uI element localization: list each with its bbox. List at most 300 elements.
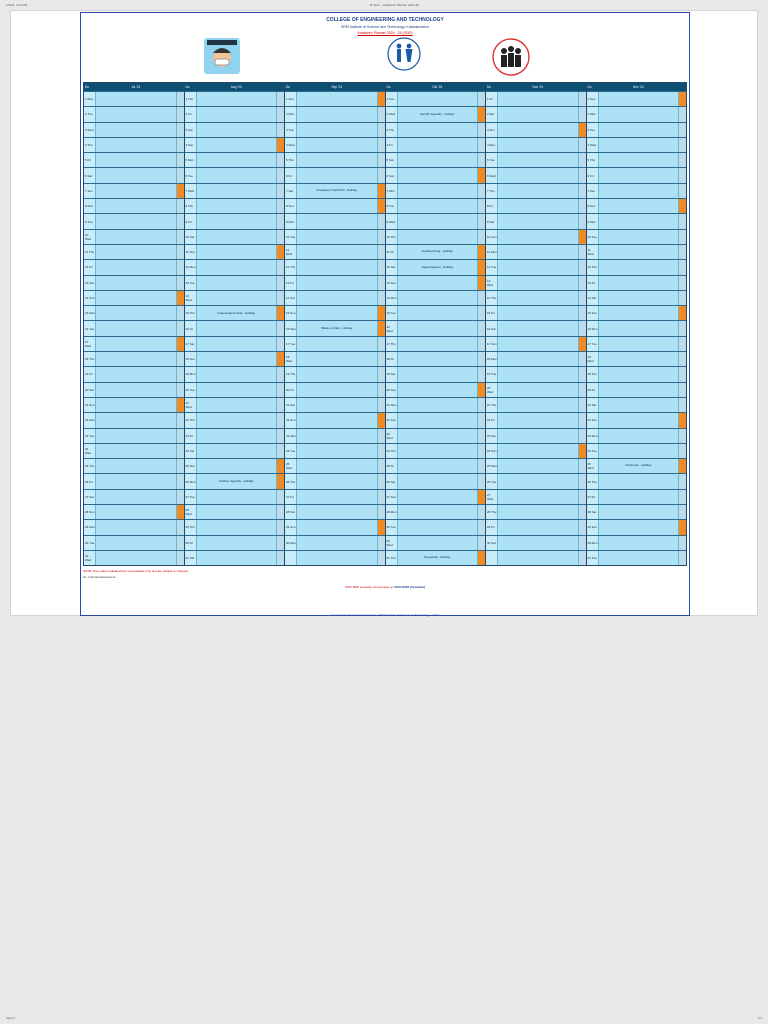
calendar-row [486, 351, 586, 366]
calendar-row [285, 519, 385, 534]
day-order-cell [377, 107, 385, 121]
calendar-row [486, 458, 586, 473]
event-cell [96, 536, 176, 550]
day-cell: 27 Tue [185, 490, 197, 504]
day-cell: 22 Sun [587, 413, 599, 427]
event-cell [297, 230, 377, 244]
day-cell: 6 Wed [486, 168, 498, 182]
day-order-cell [678, 214, 686, 228]
day-order-cell [377, 444, 385, 458]
event-cell [297, 214, 377, 228]
event-cell [498, 184, 578, 198]
event-cell [96, 214, 176, 228]
day-order-cell [477, 520, 485, 534]
calendar-row [587, 213, 687, 228]
event-cell [398, 214, 478, 228]
calendar-row [285, 275, 385, 290]
day-cell: 30 Sat [486, 536, 498, 550]
event-cell [599, 551, 679, 565]
browser-date: 1/4/24, 4:14 PM [6, 3, 28, 7]
calendar-row [84, 259, 184, 274]
event-cell [599, 92, 679, 106]
day-cell: 24 Tue [587, 444, 599, 458]
day-cell: 25 Mon [486, 459, 498, 473]
calendar-row [386, 336, 486, 351]
day-cell: 24 Tue [285, 444, 297, 458]
day-cell: 16 Mon [285, 321, 297, 335]
calendar-row [386, 137, 486, 152]
day-cell: 2 Mon [587, 107, 599, 121]
day-cell: 27 Fri [285, 490, 297, 504]
calendar-row [486, 382, 586, 397]
calendar-row [486, 443, 586, 458]
calendar-row [486, 305, 586, 320]
day-cell: 14 Thu [486, 291, 498, 305]
day-cell: 4 Wed [285, 138, 297, 152]
calendar-row [84, 351, 184, 366]
event-cell [599, 153, 679, 167]
calendar-row [486, 275, 586, 290]
day-order-cell [276, 490, 284, 504]
day-cell: 12 Thu [285, 260, 297, 274]
event-cell [197, 536, 277, 550]
event-cell [197, 260, 277, 274]
calendar-row [84, 275, 184, 290]
day-order-cell [678, 92, 686, 106]
day-cell: 9 Wed [386, 214, 398, 228]
day-order-cell [176, 520, 184, 534]
day-order-cell [477, 92, 485, 106]
calendar-row [185, 106, 285, 121]
day-order-cell [176, 260, 184, 274]
day-order-cell [678, 306, 686, 320]
day-cell: 27 Sat [84, 490, 96, 504]
calendar-row [185, 244, 285, 259]
event-cell [398, 398, 478, 412]
day-cell: 14 Sat [587, 291, 599, 305]
calendar-row [84, 106, 184, 121]
day-order-cell [477, 352, 485, 366]
day-order-cell [578, 291, 586, 305]
day-cell: 23 Fri [185, 429, 197, 443]
day-cell: 6 Fri [285, 168, 297, 182]
event-cell [599, 444, 679, 458]
day-cell: 22 Mon [84, 413, 96, 427]
calendar-row [386, 183, 486, 198]
day-cell: 12 Sat [386, 260, 398, 274]
calendar-row [587, 320, 687, 335]
event-cell [599, 505, 679, 519]
calendar-row [185, 489, 285, 504]
day-cell: 9 Fri [185, 214, 197, 228]
calendar-row [285, 229, 385, 244]
day-cell: 8 Fri [486, 199, 498, 213]
day-cell [486, 551, 498, 565]
event-cell [96, 245, 176, 259]
day-order-cell [678, 230, 686, 244]
day-cell: 23 Wed [386, 429, 398, 443]
event-cell [398, 383, 478, 397]
event-cell [498, 230, 578, 244]
calendar-row [84, 229, 184, 244]
calendar-row [185, 412, 285, 427]
day-cell: 5 Thu [285, 153, 297, 167]
event-cell [297, 337, 377, 351]
event-cell [197, 352, 277, 366]
calendar-row [486, 290, 586, 305]
event-cell [197, 245, 277, 259]
event-cell [398, 474, 478, 488]
day-cell: 13 Sat [84, 276, 96, 290]
calendar-row [386, 167, 486, 182]
event-cell [398, 413, 478, 427]
event-cell [498, 536, 578, 550]
event-cell [297, 123, 377, 137]
day-order-cell [377, 505, 385, 519]
calendar-row [185, 473, 285, 488]
day-order-cell [176, 337, 184, 351]
day-order-cell [377, 260, 385, 274]
day-cell: 15 Sun [285, 306, 297, 320]
event-cell [599, 291, 679, 305]
calendar-frame [80, 12, 690, 616]
calendar-row [285, 428, 385, 443]
calendar-row [185, 397, 285, 412]
college-title: COLLEGE OF ENGINEERING AND TECHNOLOGY [326, 17, 444, 23]
day-cell: 14 Sun [84, 291, 96, 305]
calendar-row [285, 183, 385, 198]
day-order-cell [578, 505, 586, 519]
calendar-row [84, 244, 184, 259]
day-cell: 24 Thu [386, 444, 398, 458]
event-cell [398, 536, 478, 550]
event-cell [398, 306, 478, 320]
day-order-cell [176, 474, 184, 488]
day-cell: 3 Thu [386, 123, 398, 137]
event-cell [498, 337, 578, 351]
event-cell [599, 276, 679, 290]
day-order-cell [477, 306, 485, 320]
calendar-row [185, 351, 285, 366]
calendar-row [84, 489, 184, 504]
calendar-row [185, 443, 285, 458]
event-cell [297, 306, 377, 320]
calendar-row [486, 473, 586, 488]
event-cell [297, 199, 377, 213]
day-cell: 14 Sat [285, 291, 297, 305]
event-cell [398, 459, 478, 473]
day-cell: 24 Sat [185, 444, 197, 458]
day-cell: 11 Wed [285, 245, 297, 259]
day-order-cell [578, 184, 586, 198]
day-cell: 12 Tue [486, 260, 498, 274]
event-cell [96, 398, 176, 412]
day-order-cell [276, 337, 284, 351]
day-order-cell [276, 459, 284, 473]
day-cell: 19 Tue [486, 367, 498, 381]
day-order-cell [176, 199, 184, 213]
footer-legend: IA - Internal Assessment [83, 575, 116, 579]
calendar-row [587, 473, 687, 488]
calendar-row [386, 106, 486, 121]
day-cell: 1 Tue [386, 92, 398, 106]
calendar-row [185, 183, 285, 198]
calendar-row [185, 535, 285, 550]
day-order-cell [578, 383, 586, 397]
day-cell: 18 Mon [486, 352, 498, 366]
event-cell [498, 199, 578, 213]
event-cell [96, 138, 176, 152]
day-order-cell [477, 184, 485, 198]
event-cell [498, 520, 578, 534]
calendar-row [84, 473, 184, 488]
event-cell [599, 168, 679, 182]
day-cell: 4 Sun [185, 138, 197, 152]
event-cell [398, 337, 478, 351]
day-cell: 9 Tue [84, 214, 96, 228]
calendar-row [386, 473, 486, 488]
day-order-cell [477, 123, 485, 137]
day-order-cell [477, 383, 485, 397]
day-cell: 7 Thu [486, 184, 498, 198]
day-cell: 10 Sat [185, 230, 197, 244]
day-order-cell [377, 199, 385, 213]
event-cell [498, 107, 578, 121]
event-cell [297, 138, 377, 152]
calendar-row [587, 336, 687, 351]
day-order-cell [276, 505, 284, 519]
event-cell [498, 123, 578, 137]
event-cell [197, 276, 277, 290]
event-cell [197, 291, 277, 305]
day-order-cell [678, 245, 686, 259]
month-date-header: Do [487, 85, 492, 89]
event-cell [498, 260, 578, 274]
month-date-header: Do [85, 85, 90, 89]
event-cell [297, 276, 377, 290]
day-order-cell [176, 138, 184, 152]
calendar-row [486, 244, 586, 259]
calendar-row [486, 259, 586, 274]
event-cell [498, 214, 578, 228]
event-cell [398, 505, 478, 519]
day-order-cell [477, 505, 485, 519]
day-order-cell [377, 230, 385, 244]
calendar-row [587, 412, 687, 427]
event-cell [599, 383, 679, 397]
day-order-cell [377, 398, 385, 412]
day-cell: 9 Mon [285, 214, 297, 228]
day-order-cell [477, 321, 485, 335]
month-header [84, 83, 184, 91]
calendar-row [285, 122, 385, 137]
day-order-cell [276, 474, 284, 488]
event-cell: Vinayakar Chathurthi - Holiday [316, 188, 358, 193]
event-cell [297, 367, 377, 381]
month-date-header: Do [587, 85, 592, 89]
event-cell [96, 551, 176, 565]
day-cell: 29 Thu [185, 520, 197, 534]
day-order-cell [377, 321, 385, 335]
calendar-row [386, 305, 486, 320]
event-cell [297, 352, 377, 366]
calendar-row [84, 167, 184, 182]
day-order-cell [477, 153, 485, 167]
day-cell: 26 Mon [185, 474, 197, 488]
day-order-cell [678, 321, 686, 335]
event-cell: Vijaya Dasami - Holiday [421, 264, 454, 269]
calendar-row [84, 137, 184, 152]
day-cell: 28 Wed [185, 505, 197, 519]
calendar-row [84, 320, 184, 335]
event-cell [498, 92, 578, 106]
day-cell: 17 Tue [285, 337, 297, 351]
event-cell [96, 168, 176, 182]
calendar-row [587, 351, 687, 366]
event-cell [197, 398, 277, 412]
calendar-row [84, 183, 184, 198]
day-cell: 12 Fri [84, 260, 96, 274]
event-cell [297, 444, 377, 458]
day-order-cell [276, 291, 284, 305]
day-cell: 27 Fri [587, 490, 599, 504]
calendar-row [386, 290, 486, 305]
day-cell: 8 Sun [285, 199, 297, 213]
calendar-row [386, 152, 486, 167]
day-order-cell [377, 123, 385, 137]
event-cell [498, 383, 578, 397]
calendar-row [587, 122, 687, 137]
day-order-cell [276, 276, 284, 290]
day-cell: 3 Wed [84, 123, 96, 137]
day-cell: 10 Thu [386, 230, 398, 244]
calendar-footer [83, 569, 687, 617]
calendar-row [587, 137, 687, 152]
event-cell [599, 490, 679, 504]
event-cell [297, 413, 377, 427]
event-cell [297, 291, 377, 305]
event-cell [197, 337, 277, 351]
event-cell [498, 429, 578, 443]
day-order-cell [276, 352, 284, 366]
day-cell: 25 Wed [587, 459, 599, 473]
calendar-row [185, 290, 285, 305]
day-cell: 15 Fri [486, 306, 498, 320]
calendar-row [285, 458, 385, 473]
month-header [185, 83, 285, 91]
day-order-cell [678, 413, 686, 427]
event-cell [398, 490, 478, 504]
event-cell [398, 230, 478, 244]
day-order-cell [176, 184, 184, 198]
day-cell: 15 Sun [587, 306, 599, 320]
day-cell: 28 Sun [84, 505, 96, 519]
day-order-cell [176, 505, 184, 519]
calendar-row [486, 519, 586, 534]
day-cell: 25 Wed [285, 459, 297, 473]
event-cell [498, 321, 578, 335]
day-cell: 7 Sat [285, 184, 297, 198]
event-cell [498, 398, 578, 412]
day-order-cell [377, 214, 385, 228]
event-cell [197, 214, 277, 228]
calendar-row [486, 106, 586, 121]
day-order-cell [377, 474, 385, 488]
day-order-cell [678, 536, 686, 550]
day-order-cell [276, 536, 284, 550]
event-cell [96, 367, 176, 381]
day-cell: 28 Mon [386, 505, 398, 519]
calendar-row [587, 275, 687, 290]
calendar-row [486, 412, 586, 427]
event-cell [498, 505, 578, 519]
day-order-cell [678, 184, 686, 198]
day-order-cell [477, 245, 485, 259]
event-cell [599, 230, 679, 244]
day-order-cell [276, 444, 284, 458]
calendar-row [587, 397, 687, 412]
day-order-cell [477, 398, 485, 412]
day-order-cell [477, 276, 485, 290]
day-order-cell [276, 92, 284, 106]
calendar-row [587, 167, 687, 182]
day-cell: 28 Sat [285, 505, 297, 519]
event-cell: Krishna Jayanthi - Holiday [218, 478, 254, 483]
event-cell [96, 153, 176, 167]
day-order-cell [477, 413, 485, 427]
calendar-row [587, 366, 687, 381]
day-cell: 21 Sat [587, 398, 599, 412]
calendar-row [84, 290, 184, 305]
day-order-cell [176, 168, 184, 182]
event-cell [96, 490, 176, 504]
day-cell: 8 Sun [587, 199, 599, 213]
event-cell [599, 474, 679, 488]
day-cell: 23 Mon [587, 429, 599, 443]
day-order-cell [377, 138, 385, 152]
event-cell [599, 536, 679, 550]
day-order-cell [578, 321, 586, 335]
day-cell: 31 Wed [84, 551, 96, 565]
day-cell: 31 Sat [185, 551, 197, 565]
day-order-cell [678, 107, 686, 121]
calendar-row [386, 320, 486, 335]
event-cell [96, 199, 176, 213]
calendar-row [285, 167, 385, 182]
calendar-row [486, 213, 586, 228]
calendar-row [185, 137, 285, 152]
event-cell [599, 260, 679, 274]
event-cell [498, 444, 578, 458]
day-order-cell [377, 520, 385, 534]
calendar-row [587, 443, 687, 458]
day-order-cell [276, 153, 284, 167]
event-cell [197, 383, 277, 397]
day-order-cell [678, 398, 686, 412]
day-order-cell [377, 536, 385, 550]
calendar-row [486, 550, 586, 565]
day-cell: 2 Sat [486, 107, 498, 121]
day-order-cell [276, 107, 284, 121]
day-order-cell [276, 214, 284, 228]
day-cell: 1 Sun [587, 92, 599, 106]
day-cell: 15 Mon [84, 306, 96, 320]
day-order-cell [578, 352, 586, 366]
calendar-row [285, 137, 385, 152]
calendar-row [386, 397, 486, 412]
day-cell: 3 Sat [185, 123, 197, 137]
day-order-cell [578, 536, 586, 550]
